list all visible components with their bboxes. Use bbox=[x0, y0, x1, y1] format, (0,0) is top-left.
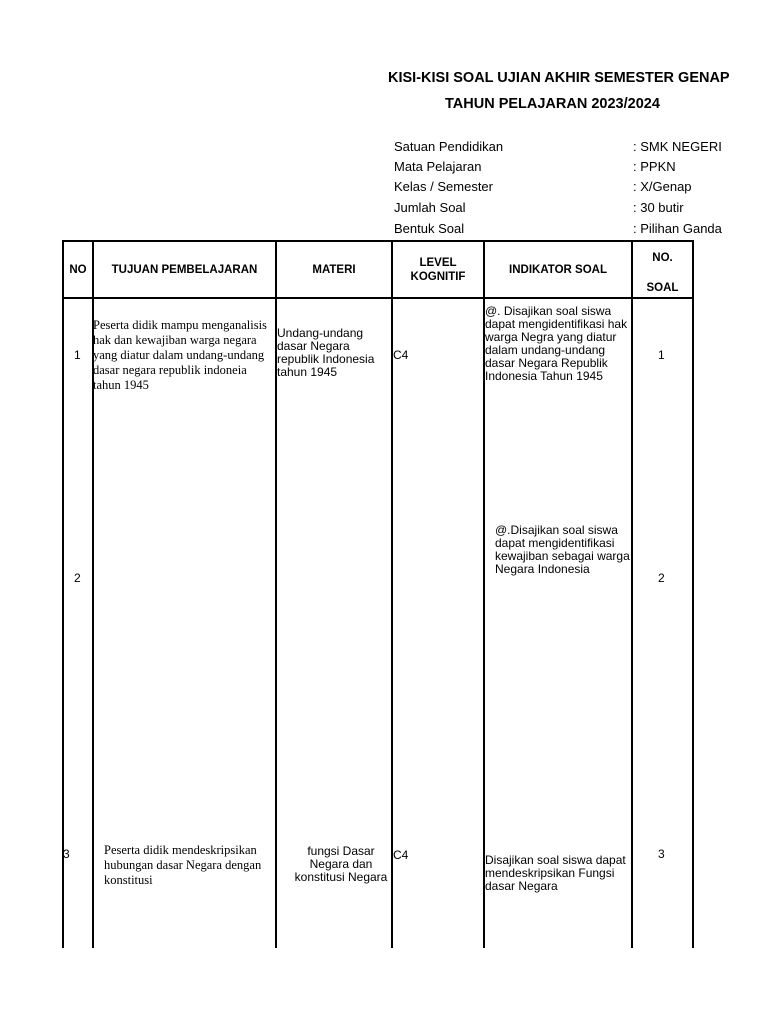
document-title: KISI-KISI SOAL UJIAN AKHIR SEMESTER GENAP bbox=[388, 70, 730, 86]
header-indikator: INDIKATOR SOAL bbox=[509, 263, 607, 276]
info-value-bentuk: : Pilihan Ganda bbox=[633, 221, 722, 236]
header-materi: MATERI bbox=[312, 263, 356, 276]
header-level: LEVEL KOGNITIF bbox=[410, 256, 466, 283]
row-1-indikator: @. Disajikan soal siswa dapat mengidentifikasi hak warga Negra yang diatur dalam undang-undang dasar Negara Republik Indonesia Tahun 1945 bbox=[485, 304, 628, 383]
row-3-no-soal: 3 bbox=[658, 847, 665, 861]
info-label-mapel: Mata Pelajaran bbox=[394, 159, 482, 174]
info-value-jumlah: : 30 butir bbox=[633, 200, 684, 215]
info-value-kelas: : X/Genap bbox=[633, 179, 692, 194]
header-no-soal-bottom: SOAL bbox=[646, 282, 679, 294]
document-subtitle: TAHUN PELAJARAN 2023/2024 bbox=[445, 96, 660, 112]
row-1-no: 1 bbox=[74, 348, 81, 362]
row-3-no: 3 bbox=[63, 847, 70, 861]
info-label-bentuk: Bentuk Soal bbox=[394, 221, 465, 236]
table-column-divider bbox=[631, 240, 633, 948]
table-header-border bbox=[62, 297, 694, 299]
row-2-indikator: @.Disajikan soal siswa dapat mengidentifikasi kewajiban sebagai warga Negara Indonesia bbox=[495, 523, 630, 576]
row-1-materi: Undang-undang dasar Negara republik Indonesia tahun 1945 bbox=[277, 326, 375, 379]
table-column-divider bbox=[391, 240, 393, 948]
row-2-no: 2 bbox=[74, 571, 81, 585]
table-column-divider bbox=[62, 240, 64, 948]
header-tujuan: TUJUAN PEMBELAJARAN bbox=[111, 263, 258, 276]
row-3-indikator: Disajikan soal siswa dapat mendeskripsikan Fungsi dasar Negara bbox=[485, 853, 626, 893]
info-label-jumlah: Jumlah Soal bbox=[394, 200, 466, 215]
row-2-no-soal: 2 bbox=[658, 571, 665, 585]
row-1-level: C4 bbox=[393, 348, 409, 362]
row-3-level: C4 bbox=[393, 848, 409, 862]
row-3-materi: fungsi Dasar Negara dan konstitusi Negara bbox=[294, 844, 388, 884]
row-1-no-soal: 1 bbox=[658, 348, 665, 362]
row-1-tujuan: Peserta didik mampu menganalisis hak dan kewajiban warga negara yang diatur dalam undang-undang dasar negara republik indoneia tahun 1945 bbox=[93, 318, 267, 392]
header-no: NO bbox=[69, 263, 87, 276]
header-no-soal-top: NO. bbox=[652, 252, 673, 264]
info-label-kelas: Kelas / Semester bbox=[394, 179, 493, 194]
row-3-tujuan: Peserta didik mendeskripsikan hubungan dasar Negara dengan konstitusi bbox=[104, 843, 262, 887]
table-column-divider bbox=[692, 240, 694, 948]
info-label-satuan: Satuan Pendidikan bbox=[394, 139, 504, 154]
info-value-satuan: : SMK NEGERI bbox=[633, 139, 722, 154]
info-value-mapel: : PPKN bbox=[633, 159, 676, 174]
